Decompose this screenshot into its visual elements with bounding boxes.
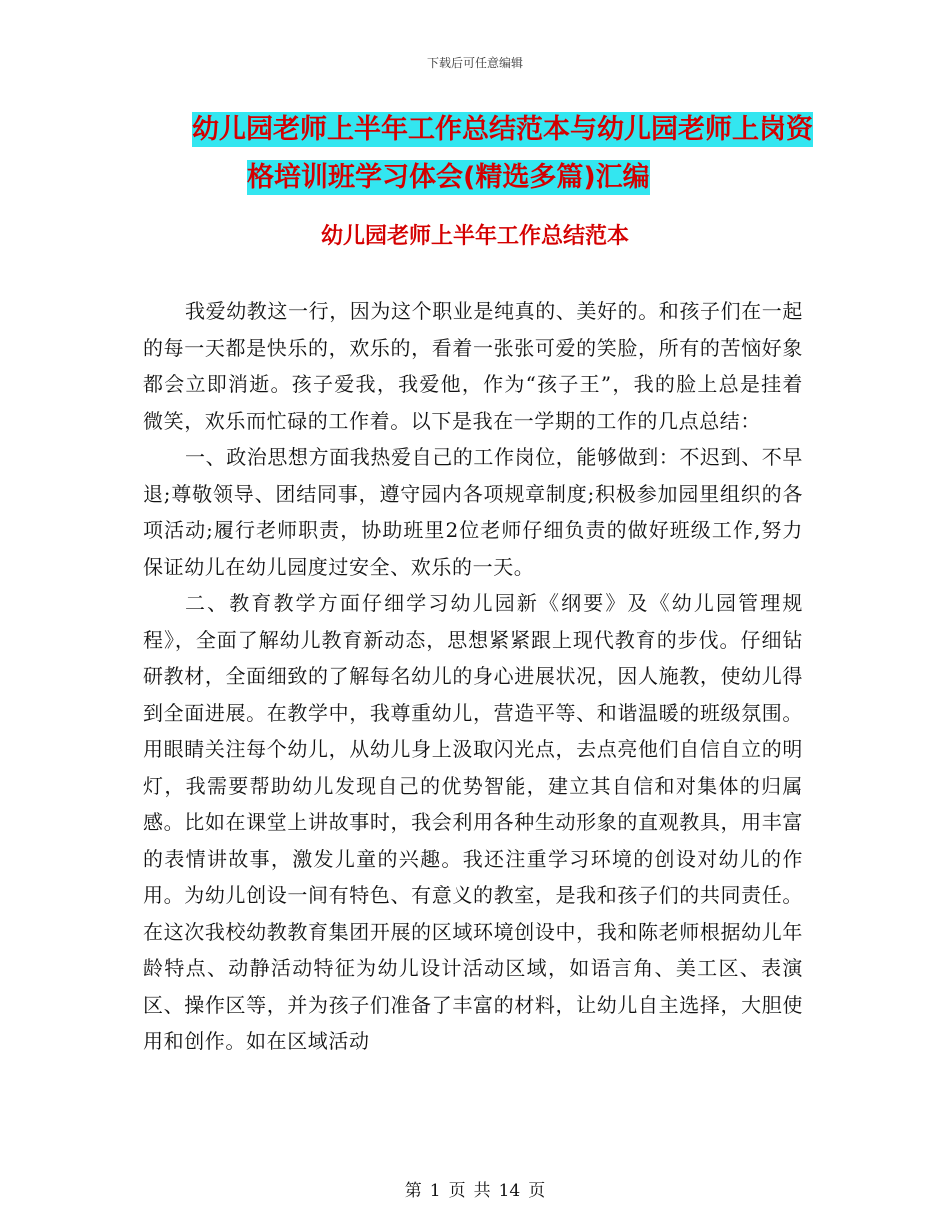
footer-prefix: 第 — [404, 1181, 422, 1201]
document-title — [150, 106, 813, 202]
page-total: 14 — [498, 1181, 521, 1201]
section-title: 幼儿园老师上半年工作总结范本 — [320, 224, 629, 249]
page-footer — [0, 1176, 950, 1201]
footer-page-unit: 页 — [448, 1181, 466, 1201]
header-note: 下载后可任意编辑 — [426, 56, 523, 70]
document-title-line-2 — [150, 154, 810, 202]
document-title-line-2-text: 格培训班学习体会(精选多篇)汇编 — [247, 162, 650, 193]
paragraph-intro: 我爱幼教这一行，因为这个职业是纯真的、美好的。和孩子们在一起的每一天都是快乐的，欢乐的，看着一张张可爱的笑脸，所有的苦恼好象都会立即消逝。孩子爱我，我爱他，作为“孩子王”，我的脸上总是挂着微笑，欢乐而忙碌的工作着。以下是我在一学期的工作的几点总结： — [143, 299, 803, 433]
body-text — [143, 293, 803, 1060]
paragraph-political: 一、政治思想方面我热爱自己的工作岗位，能够做到：不迟到、不早退;尊敬领导、团结同事，遵守园内各项规章制度;积极参加园里组织的各项活动;履行老师职责，协助班里2位老师仔细负责的做好班级工作,努力保证幼儿在幼儿园度过安全、欢乐的一天。 — [143, 445, 803, 579]
document-title-line-1-text: 幼儿园老师上半年工作总结范本与幼儿园老师上岗资 — [192, 114, 813, 145]
footer-total-unit: 页 — [528, 1181, 546, 1201]
document-title-line-1 — [150, 106, 813, 154]
paragraph-teaching: 二、教育教学方面仔细学习幼儿园新《纲要》及《幼儿园管理规程》，全面了解幼儿教育新动态，思想紧紧跟上现代教育的步伐。仔细钻研教材，全面细致的了解每名幼儿的身心进展状况，因人施教，使幼儿得到全面进展。在教学中，我尊重幼儿，营造平等、和谐温暖的班级氛围。用眼睛关注每个幼儿，从幼儿身上汲取闪光点，去点亮他们自信自立的明灯，我需要帮助幼儿发现自己的优势智能，建立其自信和对集体的归属感。比如在课堂上讲故事时，我会利用各种生动形象的直观教具，用丰富的表情讲故事，激发儿童的兴趣。我还注重学习环境的创设对幼儿的作用。为幼儿创设一间有特色、有意义的教室，是我和孩子们的共同责任。在这次我校幼教教育集团开展的区域环境创设中，我和陈老师根据幼儿年龄特点、动静活动特征为幼儿设计活动区域，如语言角、美工区、表演区、操作区等，并为孩子们准备了丰富的材料，让幼儿自主选择，大胆使用和创作。如在区域活动 — [143, 591, 803, 1053]
footer-total-prefix: 共 — [473, 1181, 491, 1201]
page-number: 1 — [429, 1181, 441, 1201]
